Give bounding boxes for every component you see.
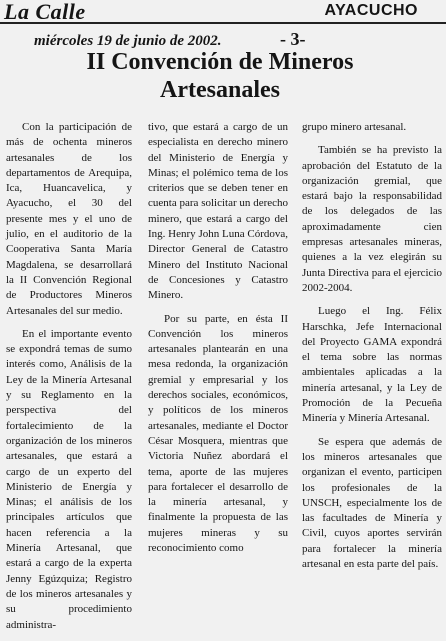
- newspaper-logo: La Calle: [4, 0, 86, 24]
- article-column-3: [302, 120, 442, 580]
- paragraph: grupo minero artesanal.: [302, 121, 407, 133]
- paragraph: Luego el Ing. Félix Harschka, Jefe Internacional del Proyecto GAMA expondrá el tema sobre las normas ambientales aplicadas a la minería artesanal, y la Ley de Promoción de la Pecueña Minería y Minería Artesanal.: [302, 305, 442, 425]
- paragraph: Por su parte, en ésta II Convención los mineros artesanales plantearán en una mesa redonda, la organización gremial y empresarial y los derechos sociales, económicos, y políticos de los mineros artesanales, mediante el Doctor César Mosquera, mientras que Victoria Nuñez abordará el tema, aporte de las mujeres para fortalecer el desarrollo de la minería artesanal, y finalmente la propuesta de las mujeres mineras y su reconocimiento como: [148, 312, 288, 555]
- article-column-2: [148, 120, 288, 564]
- headline: II Convención de Mineros Artesanales: [86, 49, 354, 103]
- paragraph: También se ha previsto la aprobación del Estatuto de la organización gremial, que estará bajo la responsabilidad de los delegados de las aproximadamente cien empresas artesanales mineras, quienes a la vez elegirán su Junta Directiva para el ejercicio 2002-2004.: [302, 144, 442, 294]
- paragraph: tivo, que estará a cargo de un especialista en derecho minero del Ministerio de Energía y Minas; el polémico tema de los criterios que se deben tener en cuenta para solicitar un derecho minero, que estará a cargo del Ing. Henry John Luna Córdova, Director General de Catastro Minero del Instituto Nacional de Concesiones y Catastro Minero.: [148, 121, 288, 302]
- city-name: AYACUCHO: [324, 2, 418, 19]
- paragraph: Con la participación de más de ochenta mineros artesanales de los departamentos de Arequipa, Ica, Huancavelica, y Ayacucho, el 30 del presente mes y el uno de julio, en el auditorio de la Cooperativa Santa María Magdalena, se desarrollará la II Convención Regional de Productores Mineros Artesanales del sur medio.: [6, 121, 132, 317]
- paragraph: En el importante evento se expondrá temas de sumo interés como, Análisis de la Ley de la Minería Artesanal y su Reglamento en la perspectiva del fortalecimiento de la organización de los mineros artesanales, que estará a cargo de un experto del Ministerio de Energía y Minas; el análisis de los principales artículos que hacen referencia a la Minería Artesanal, que estará a cargo de la experta Jenny Egúzquiza; Registro de los mineros artesanales y su procedimiento administra-: [6, 327, 132, 631]
- article-column-1: [6, 120, 132, 641]
- dateline: miércoles 19 de junio de 2002.: [34, 33, 222, 49]
- paragraph: Se espera que además de los mineros artesanales que organizan el evento, participen los profesionales de la UNSCH, especialmente los de las facultades de Minería y Civil, cuyos aportes servirán para fortalecer la minería artesanal en esta parte del país.: [302, 435, 442, 571]
- masthead: [0, 0, 446, 24]
- page-number: - 3-: [280, 29, 306, 49]
